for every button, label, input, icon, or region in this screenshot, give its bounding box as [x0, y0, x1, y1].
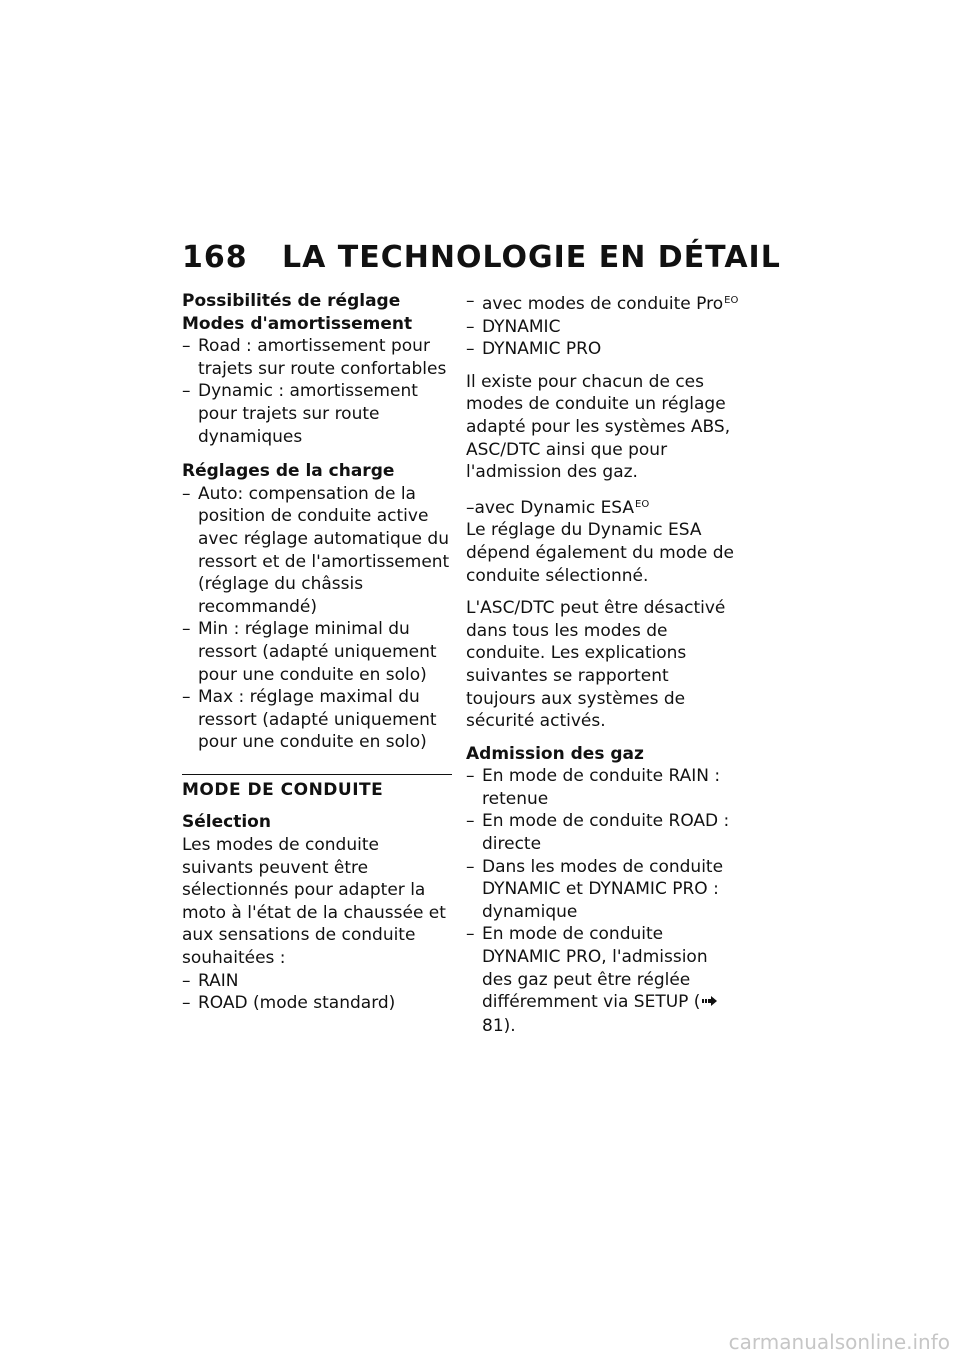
list-item: [182, 380, 452, 448]
item-text: Road : amortissement pour trajets sur route confortables: [198, 336, 447, 379]
list-item: [466, 290, 741, 316]
page-reference-arrow-icon: [702, 992, 718, 1015]
right-column: [466, 290, 741, 1037]
dash-mark: –: [182, 993, 191, 1014]
section-title-mode-conduite: MODE DE CONDUITE: [182, 774, 452, 802]
dash-mark: –: [182, 336, 191, 357]
esa-intro: [466, 494, 741, 520]
item-text: Min : réglage minimal du ressort (adapté uniquement pour une conduite en solo): [198, 619, 437, 685]
list-item: [466, 923, 741, 1037]
dash-mark: –: [182, 687, 191, 708]
item-text: DYNAMIC: [482, 316, 561, 337]
dash-mark: –: [182, 970, 191, 991]
item-text: Max : réglage maximal du ressort (adapté uniquement pour une conduite en solo): [198, 687, 437, 753]
item-text: En mode de conduite RAIN : retenue: [482, 766, 721, 809]
esa-text: Le réglage du Dynamic ESA dépend également du mode de conduite sélectionné.: [466, 520, 735, 586]
item-text: RAIN: [198, 970, 239, 991]
selection-text: Les modes de conduite suivants peuvent être sélectionnés pour adapter la moto à l'état de la chaussée et aux sensations de conduite souhaitées :: [182, 835, 446, 969]
heading-admission-gaz: Admission des gaz: [466, 743, 644, 764]
heading-modes-amortissement: Modes d'amortissement: [182, 313, 413, 334]
dash-mark: –: [182, 483, 191, 504]
page-reference: 81).: [482, 1015, 516, 1036]
dash-mark: –: [466, 497, 475, 518]
item-text: avec modes de conduite Pro: [482, 294, 724, 314]
dash-mark: –: [466, 811, 475, 832]
dash-mark: –: [466, 766, 475, 787]
list-item: [182, 483, 452, 619]
list-item: [466, 316, 741, 339]
page-title: LA TECHNOLOGIE EN DÉTAIL: [282, 240, 781, 275]
paragraph-reglage-adapte: Il existe pour chacun de ces modes de conduite un réglage adapté pour les systèmes ABS, ASC/DTC ainsi que pour l'admission des gaz.: [466, 371, 731, 483]
esa-intro-text: avec Dynamic ESA: [474, 497, 635, 518]
page-number: 168: [182, 240, 248, 275]
list-item: [466, 856, 741, 924]
list-item: [182, 970, 452, 993]
watermark: carmanualsonline.info: [728, 1330, 950, 1354]
item-text: DYNAMIC PRO: [482, 339, 602, 360]
item-text: Auto: compensation de la position de conduite active avec réglage automatique du ressort et de l'amortissement (réglage du châssis recommandé): [198, 483, 450, 617]
list-item: [466, 810, 741, 855]
paragraph-asc-dtc: L'ASC/DTC peut être désactivé dans tous les modes de conduite. Les explications suivantes se rapportent toujours aux systèmes de sécurité activés.: [466, 598, 726, 732]
left-column: [182, 290, 452, 1015]
list-item: [466, 765, 741, 810]
dash-mark: –: [466, 291, 475, 311]
dash-mark: –: [182, 619, 191, 640]
page-header: [182, 236, 781, 280]
list-item: [182, 992, 452, 1015]
list-item: [182, 335, 452, 380]
item-text: ROAD (mode standard): [198, 993, 396, 1014]
dash-mark: –: [466, 856, 475, 877]
item-text: En mode de conduite DYNAMIC PRO, l'admission des gaz peut être réglée différemment via SETUP (: [482, 924, 708, 1013]
dash-mark: –: [466, 316, 475, 337]
heading-reglages-charge: Réglages de la charge: [182, 461, 395, 482]
item-text: En mode de conduite ROAD : directe: [482, 811, 730, 855]
heading-possibilites: Possibilités de réglage: [182, 291, 401, 311]
item-text: Dynamic : amortissement pour trajets sur route dynamiques: [198, 381, 418, 447]
optional-equipment-mark: EO: [724, 295, 739, 306]
list-item: [182, 686, 452, 754]
dash-mark: –: [182, 381, 191, 402]
dash-mark: –: [466, 339, 475, 360]
list-item: [466, 338, 741, 361]
list-item: [182, 618, 452, 686]
heading-selection: Sélection: [182, 812, 271, 833]
optional-equipment-mark: EO: [635, 498, 650, 510]
dash-mark: –: [466, 924, 475, 945]
item-text: Dans les modes de conduite DYNAMIC et DYNAMIC PRO : dynamique: [482, 856, 724, 922]
